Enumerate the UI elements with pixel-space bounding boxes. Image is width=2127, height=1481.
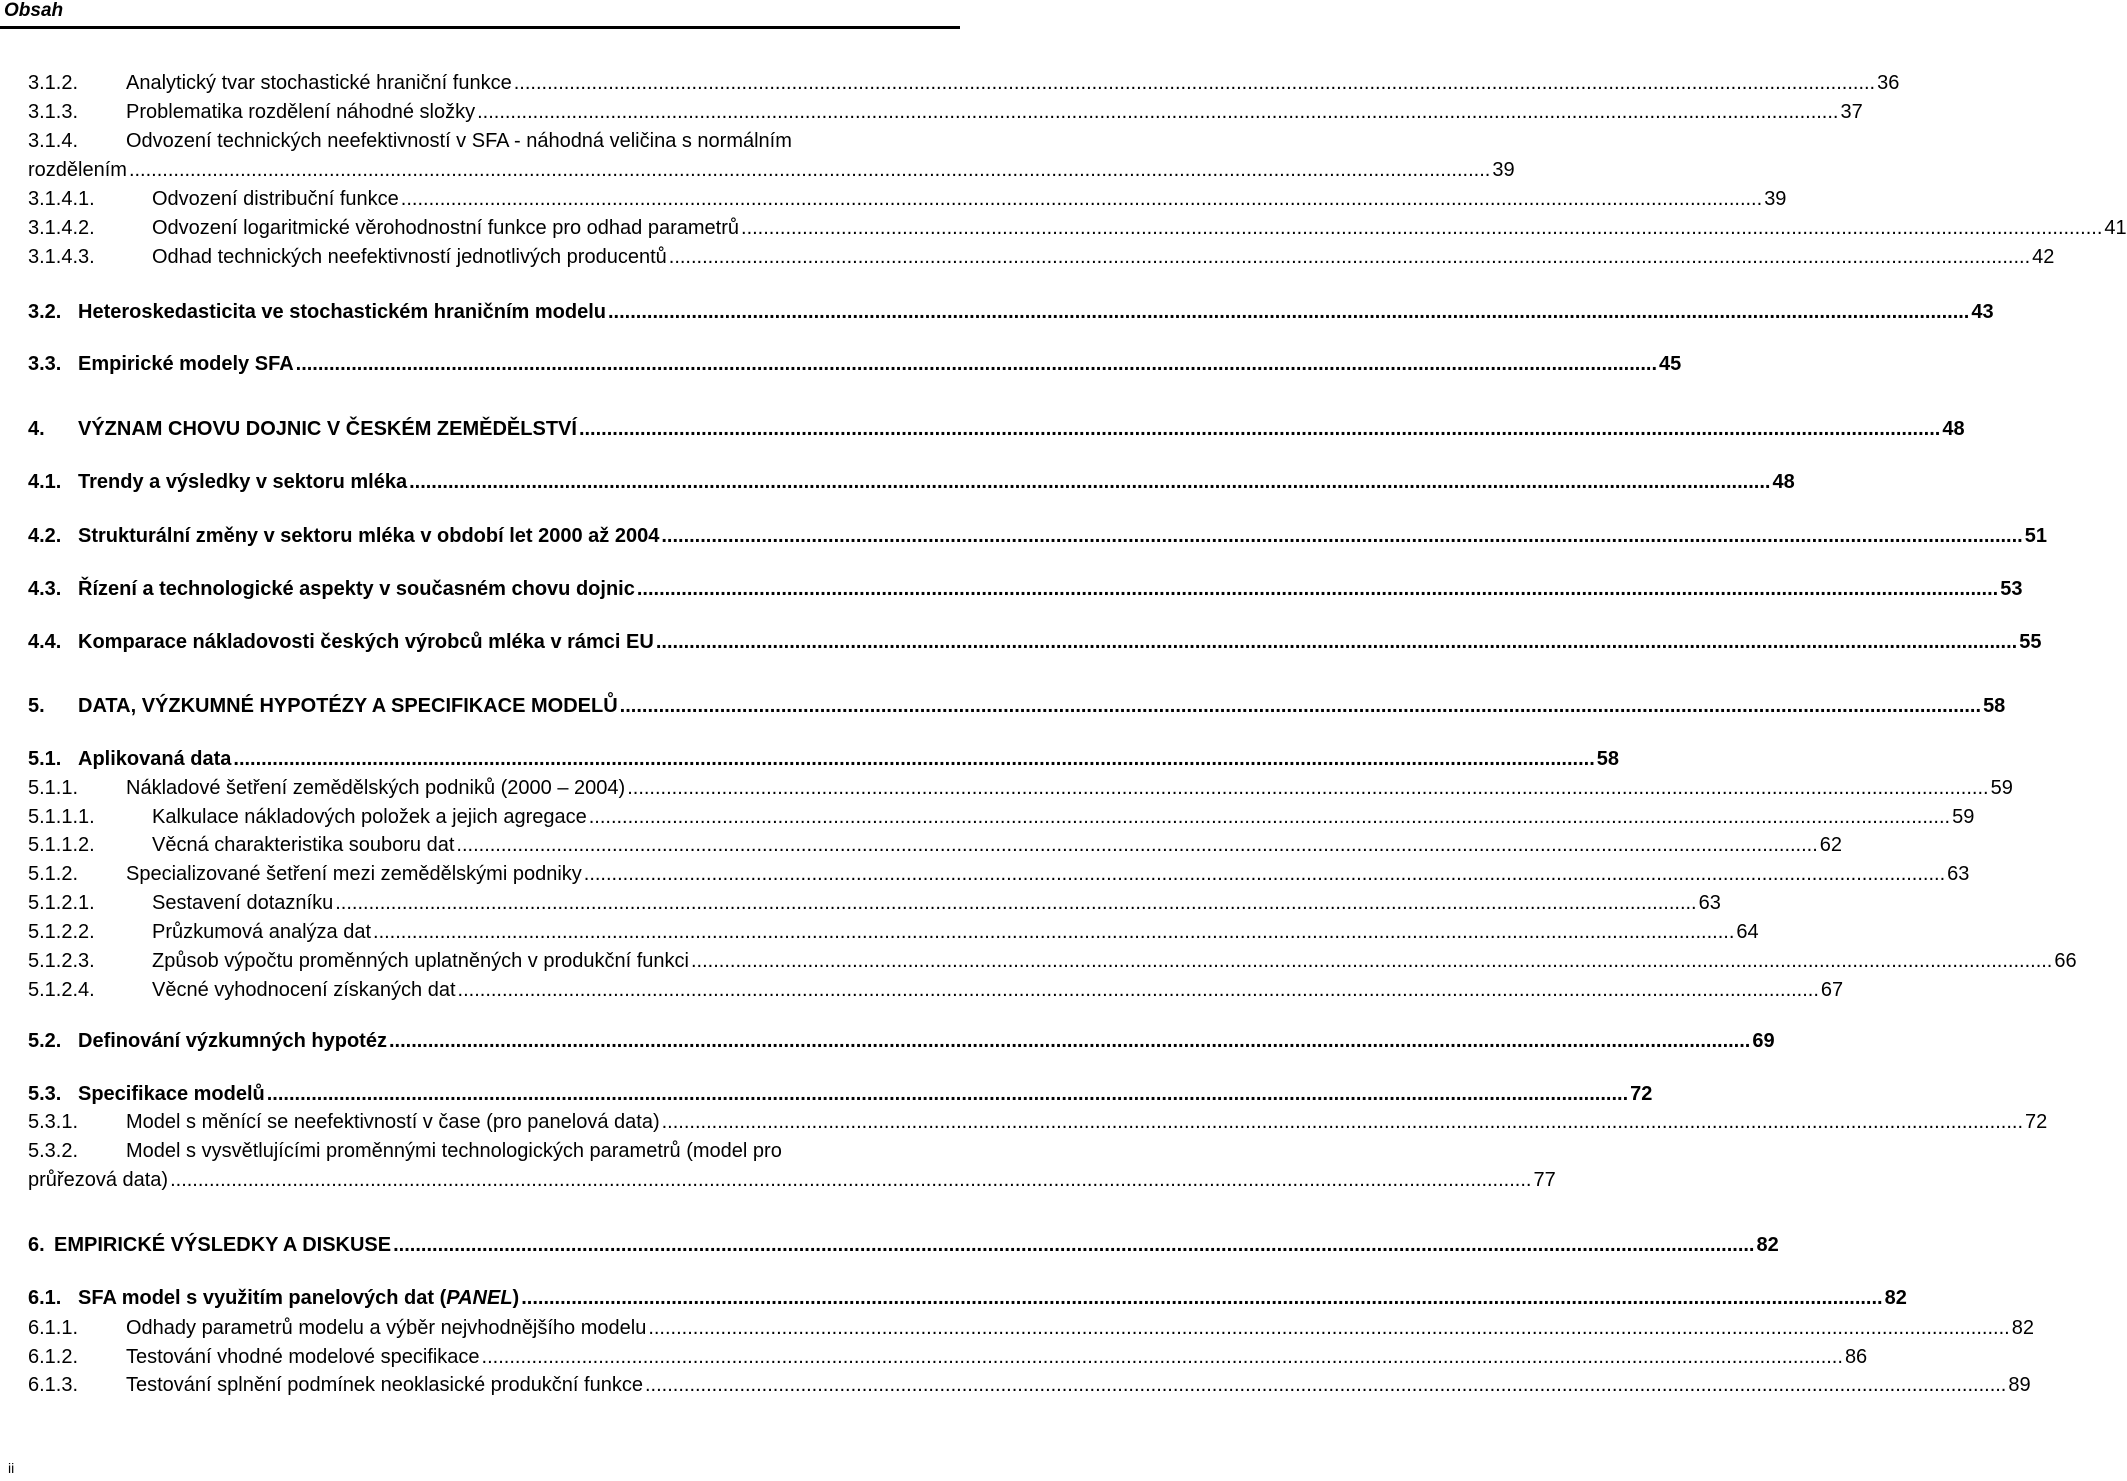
toc-title: Analytický tvar stochastické hraniční funkce	[126, 72, 512, 94]
toc-number: 5.1.	[28, 748, 62, 770]
toc-number: 3.2.	[28, 301, 62, 323]
toc-title: Problematika rozdělení náhodné složky	[126, 101, 476, 123]
toc-title: VÝZNAM CHOVU DOJNIC V ČESKÉM ZEMĚDĚLSTVÍ	[78, 418, 577, 440]
toc-number: 3.1.3.	[28, 101, 79, 123]
toc-number: 5.	[28, 695, 45, 717]
toc-entry[interactable]	[0, 1079, 1653, 1109]
toc-page: 42	[2032, 246, 2055, 268]
toc-leader	[627, 773, 1988, 803]
toc-leader	[233, 744, 1594, 774]
toc-title-end: )	[512, 1287, 520, 1309]
toc-leader	[482, 1342, 1843, 1372]
toc-title: Odvození logaritmické věrohodnostní funkce pro odhad parametrů	[152, 217, 740, 239]
toc-leader	[662, 1107, 2023, 1137]
toc-title: Aplikovaná data	[78, 748, 232, 770]
toc-number: 5.1.1.2.	[28, 834, 95, 856]
toc-title: Odhady parametrů modelu a výběr nejvhodnějšího modelu	[126, 1317, 647, 1339]
toc-leader	[335, 888, 1696, 918]
toc-leader	[477, 97, 1838, 127]
toc-title: Strukturální změny v sektoru mléka v období let 2000 až 2004	[78, 525, 660, 547]
toc-page: 72	[2025, 1111, 2048, 1133]
toc-leader	[661, 521, 2022, 551]
toc-leader	[458, 975, 1819, 1005]
toc-number: 4.	[28, 418, 45, 440]
toc-number: 3.1.4.2.	[28, 217, 95, 239]
toc-entry[interactable]	[0, 242, 2055, 272]
toc-page: 45	[1659, 353, 1682, 375]
toc-leader	[648, 1313, 2009, 1343]
toc-entry[interactable]	[0, 574, 2023, 604]
toc-entry-continuation[interactable]	[0, 155, 1515, 185]
toc-entry[interactable]	[0, 68, 1900, 98]
toc-entry[interactable]	[0, 349, 1682, 379]
toc-title: Definování výzkumných hypotéz	[78, 1030, 387, 1052]
toc-entry[interactable]	[0, 297, 1994, 327]
toc-page: 63	[1947, 863, 1970, 885]
toc-page: 39	[1492, 159, 1515, 181]
toc-entry[interactable]	[0, 1107, 2048, 1137]
toc-page: 48	[1942, 418, 1965, 440]
toc-title: Způsob výpočtu proměnných uplatněných v produkční funkci	[152, 950, 689, 972]
toc-number: 5.1.2.2.	[28, 921, 95, 943]
toc-entry[interactable]	[0, 97, 1863, 127]
toc-leader	[170, 1165, 1531, 1195]
toc-page: 51	[2024, 525, 2047, 547]
toc-entry[interactable]	[0, 1136, 960, 1166]
toc-page: 89	[2008, 1374, 2031, 1396]
toc-leader	[637, 574, 1998, 604]
toc-page: 72	[1630, 1083, 1653, 1105]
toc-entry[interactable]	[0, 184, 1787, 214]
toc-title: Heteroskedasticita ve stochastickém hraničním modelu	[78, 301, 606, 323]
toc-title: Odvození technických neefektivností v SFA - náhodná veličina s normálním	[126, 130, 792, 152]
toc-page: 36	[1877, 72, 1900, 94]
toc-page: 77	[1533, 1169, 1556, 1191]
toc-number: 6.1.1.	[28, 1317, 79, 1339]
toc-number: 3.1.2.	[28, 72, 79, 94]
toc-page: 41	[2104, 217, 2127, 239]
toc-number: 5.3.	[28, 1083, 62, 1105]
toc-leader	[741, 213, 2102, 243]
toc-number: 3.1.4.3.	[28, 246, 95, 268]
toc-number: 4.4.	[28, 631, 62, 653]
toc-title-continuation: rozdělením	[28, 159, 127, 181]
toc-page: 82	[2011, 1317, 2034, 1339]
toc-title-italic: PANEL	[446, 1287, 513, 1309]
toc-entry[interactable]	[0, 414, 1965, 444]
toc-title: Specializované šetření mezi zemědělskými podniky	[126, 863, 582, 885]
toc-leader	[373, 917, 1734, 947]
toc-entry[interactable]	[0, 1342, 1868, 1372]
toc-number: 3.1.4.1.	[28, 188, 95, 210]
toc-number: 5.1.1.	[28, 777, 79, 799]
toc-title: Kalkulace nákladových položek a jejich agregace	[152, 806, 587, 828]
toc-entry[interactable]	[0, 1370, 2031, 1400]
toc-leader	[656, 627, 2017, 657]
toc-leader	[296, 349, 1657, 379]
toc-page: 53	[2000, 578, 2023, 600]
toc-entry[interactable]	[0, 627, 2042, 657]
toc-page: 43	[1971, 301, 1994, 323]
toc-leader	[589, 802, 1950, 832]
toc-leader	[456, 830, 1817, 860]
toc-page: 67	[1820, 979, 1844, 1001]
toc-entry[interactable]	[0, 1230, 1779, 1260]
toc-title: Odhad technických neefektivností jednotlivých producentů	[152, 246, 667, 268]
toc-page: 66	[2054, 950, 2077, 972]
toc-number: 3.1.4.	[28, 130, 79, 152]
toc-page: 63	[1698, 892, 1721, 914]
toc-title-continuation: průřezová data)	[28, 1169, 169, 1191]
toc-leader	[608, 297, 1969, 327]
toc-entry[interactable]	[0, 773, 2013, 803]
toc-entry[interactable]	[0, 888, 1721, 918]
toc-leader	[129, 155, 1490, 185]
toc-number: 6.1.3.	[28, 1374, 79, 1396]
toc-title: Řízení a technologické aspekty v současném chovu dojnic	[78, 578, 635, 600]
toc-number: 4.2.	[28, 525, 62, 547]
toc-entry[interactable]	[0, 975, 1844, 1005]
toc-page: 39	[1764, 188, 1787, 210]
toc-title: Trendy a výsledky v sektoru mléka	[78, 471, 408, 493]
toc-title: Model s měnící se neefektivností v čase (pro panelová data)	[126, 1111, 660, 1133]
toc-number: 6.1.2.	[28, 1346, 79, 1368]
toc-leader	[620, 691, 1981, 721]
toc-page: 55	[2019, 631, 2042, 653]
toc-entry[interactable]	[0, 917, 1759, 947]
toc-page: 58	[1596, 748, 1620, 770]
toc-page: 59	[1990, 777, 2013, 799]
page-number: ii	[8, 1460, 15, 1476]
toc-number: 5.3.2.	[28, 1140, 79, 1162]
toc-entry[interactable]	[0, 213, 2127, 243]
toc-leader	[521, 1283, 1882, 1313]
toc-title: Průzkumová analýza dat	[152, 921, 372, 943]
toc-leader	[267, 1079, 1628, 1109]
toc-title: EMPIRICKÉ VÝSLEDKY A DISKUSE	[54, 1234, 392, 1256]
toc-title: Nákladové šetření zemědělských podniků (2000 – 2004)	[126, 777, 626, 799]
toc-entry-continuation[interactable]	[0, 1165, 1556, 1195]
toc-number: 5.3.1.	[28, 1111, 79, 1133]
toc-entry[interactable]	[0, 802, 1975, 832]
toc-number: 5.1.1.1.	[28, 806, 95, 828]
toc-title: DATA, VÝZKUMNÉ HYPOTÉZY A SPECIFIKACE MODELŮ	[78, 695, 618, 717]
toc-leader	[584, 859, 1945, 889]
toc-page: 82	[1884, 1287, 1907, 1309]
toc-entry[interactable]	[0, 126, 960, 156]
toc-leader	[409, 467, 1770, 497]
toc-entry[interactable]	[0, 1313, 2034, 1343]
toc-title: Komparace nákladovosti českých výrobců mléka v rámci EU	[78, 631, 654, 653]
toc-title	[78, 1283, 519, 1313]
toc-leader	[645, 1370, 2006, 1400]
toc-number: 3.3.	[28, 353, 62, 375]
toc-number: 5.1.2.3.	[28, 950, 95, 972]
toc-leader	[401, 184, 1762, 214]
toc-page: 86	[1844, 1346, 1868, 1368]
toc-number: 4.3.	[28, 578, 62, 600]
toc-leader	[389, 1026, 1750, 1056]
toc-leader	[514, 68, 1875, 98]
toc-number: 5.1.2.	[28, 863, 79, 885]
toc-page: 59	[1952, 806, 1975, 828]
toc-leader	[579, 414, 1940, 444]
toc-number: 4.1.	[28, 471, 62, 493]
toc-title: Specifikace modelů	[78, 1083, 265, 1105]
toc-title: Model s vysvětlujícími proměnnými technologických parametrů (model pro	[126, 1140, 782, 1162]
toc-number: 5.1.2.1.	[28, 892, 95, 914]
toc-leader	[691, 946, 2052, 976]
toc-entry[interactable]	[0, 1283, 1907, 1313]
toc-page: 62	[1819, 834, 1843, 856]
toc-entry[interactable]	[0, 1026, 1775, 1056]
toc-leader	[393, 1230, 1754, 1260]
toc-entry[interactable]	[0, 467, 1795, 497]
toc-page: 37	[1840, 101, 1863, 123]
toc-leader	[669, 242, 2030, 272]
toc-page: 82	[1756, 1234, 1779, 1256]
toc-page: 48	[1772, 471, 1795, 493]
toc-page: 58	[1983, 695, 2006, 717]
toc-title: Testování splnění podmínek neoklasické produkční funkce	[126, 1374, 643, 1396]
toc-entry[interactable]	[0, 744, 1620, 774]
header-title: Obsah	[4, 0, 64, 21]
toc-entry[interactable]	[0, 691, 2006, 721]
toc-number: 5.2.	[28, 1030, 62, 1052]
toc-number: 5.1.2.4.	[28, 979, 95, 1001]
toc-entry[interactable]	[0, 830, 1843, 860]
toc-page: 69	[1752, 1030, 1775, 1052]
toc-number: 6.	[28, 1234, 45, 1256]
toc-title: Testování vhodné modelové specifikace	[126, 1346, 480, 1368]
toc-number: 6.1.	[28, 1287, 62, 1309]
toc-title: Věcné vyhodnocení získaných dat	[152, 979, 456, 1001]
toc-title: Věcná charakteristika souboru dat	[152, 834, 455, 856]
toc-title: Odvození distribuční funkce	[152, 188, 399, 210]
toc-entry[interactable]	[0, 946, 2077, 976]
toc-page: 64	[1736, 921, 1759, 943]
toc-entry[interactable]	[0, 521, 2047, 551]
toc-title: Empirické modely SFA	[78, 353, 294, 375]
toc-title-text: SFA model s využitím panelových dat (	[78, 1287, 447, 1309]
toc-title: Sestavení dotazníku	[152, 892, 334, 914]
toc-entry[interactable]	[0, 859, 1970, 889]
